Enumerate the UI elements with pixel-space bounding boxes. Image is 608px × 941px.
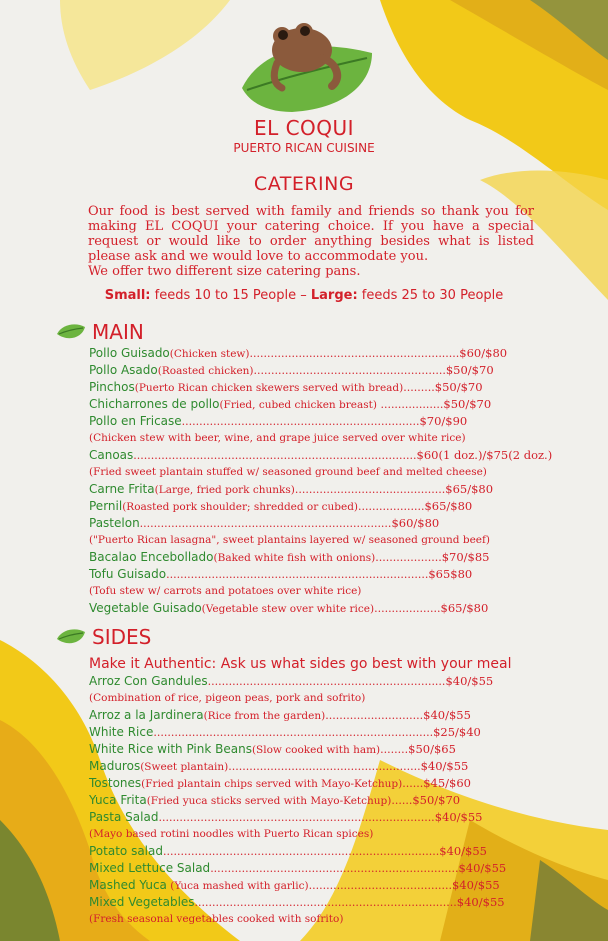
menu-item-detail: (Slow cooked with ham) bbox=[251, 744, 381, 756]
menu-item-price: $65/$80 bbox=[424, 499, 473, 513]
menu-item-name: Mashed Yuca bbox=[89, 878, 167, 892]
restaurant-subtitle: PUERTO RICAN CUISINE bbox=[233, 141, 375, 155]
dot-leader: ........................................................................... bbox=[166, 568, 429, 581]
menu-item bbox=[89, 758, 579, 775]
menu-item-detail: (Vegetable stew over white rice) bbox=[201, 603, 375, 615]
menu-item-price: $40/$55 bbox=[439, 844, 487, 858]
menu-item-name: Potato salad bbox=[89, 844, 163, 858]
menu-item bbox=[89, 481, 579, 498]
menu-item-price: $40/$55 bbox=[423, 708, 471, 722]
menu-item-description: (Mayo based rotini noodles with Puerto Rican spices) bbox=[89, 828, 374, 840]
dot-leader: ........................................................................... bbox=[194, 896, 457, 909]
dot-leader: ............................................................................... bbox=[158, 811, 435, 824]
menu-item bbox=[89, 413, 579, 430]
menu-item bbox=[89, 673, 579, 690]
menu-item bbox=[89, 379, 579, 396]
menu-item-name: Mixed Vegetables bbox=[89, 895, 195, 909]
dot-leader: ................... bbox=[375, 551, 442, 564]
dot-leader: ............................................................................... bbox=[162, 845, 440, 858]
menu-item bbox=[89, 809, 579, 826]
menu-item-name: Pollo Guisado bbox=[89, 346, 170, 360]
menu-item bbox=[89, 362, 579, 379]
menu-item-price: $25/$40 bbox=[433, 725, 481, 739]
large-label: Large: bbox=[310, 288, 358, 303]
menu-item bbox=[89, 345, 579, 362]
menu-item-price: $50/$70 bbox=[434, 380, 483, 394]
menu-item-name: Arroz Con Gandules bbox=[89, 674, 208, 688]
menu-item bbox=[89, 792, 579, 809]
menu-item-description: (Fresh seasonal vegetables cooked with sofrito) bbox=[89, 913, 344, 925]
sides-section-title bbox=[56, 625, 151, 649]
menu-item-price: $40/$55 bbox=[451, 878, 500, 892]
coqui-frog-logo bbox=[232, 8, 382, 116]
menu-item-name: Chicharrones de pollo bbox=[89, 397, 220, 411]
dot-leader: ............................................................ bbox=[249, 347, 460, 360]
menu-item-price: $60(1 doz.)/$75(2 doz.) bbox=[416, 448, 553, 462]
menu-item-name: Carne Frita bbox=[89, 482, 155, 496]
dot-leader: ...... bbox=[391, 794, 413, 807]
menu-item bbox=[89, 600, 579, 617]
menu-item-price: $40/$55 bbox=[456, 895, 505, 909]
menu-item-name: Pernil bbox=[89, 499, 123, 513]
menu-item bbox=[89, 515, 579, 532]
menu-item-description: (Tofu stew w/ carrots and potatoes over white rice) bbox=[89, 585, 362, 597]
dot-leader: ........................................................................ bbox=[139, 517, 392, 530]
menu-item-description: (Fried sweet plantain stuffed w/ seasoned ground beef and melted cheese) bbox=[89, 466, 487, 478]
main-section-title bbox=[56, 320, 144, 344]
menu-item-detail: (Puerto Rican chicken skewers served with bread) bbox=[134, 382, 404, 394]
menu-item-description: (Chicken stew with beer, wine, and grape juice served over white rice) bbox=[89, 432, 466, 444]
menu-item bbox=[89, 724, 579, 741]
dot-leader: ......... bbox=[403, 381, 435, 394]
pan-sizes bbox=[0, 288, 608, 303]
menu-item-name: Maduros bbox=[89, 759, 141, 773]
menu-item bbox=[89, 860, 579, 877]
dot-leader: ...... bbox=[402, 777, 424, 790]
menu-item-price: $60/$80 bbox=[391, 516, 440, 530]
menu-item-detail: (Baked white fish with onions) bbox=[213, 552, 376, 564]
dot-leader: ................................................................................. bbox=[133, 449, 417, 462]
intro-pans-text: We offer two different size catering pans. bbox=[88, 264, 361, 279]
menu-item-description: ("Puerto Rican lasagna", sweet plantains layered w/ seasoned ground beef) bbox=[89, 534, 490, 546]
menu-item-price: $40/$55 bbox=[445, 674, 494, 688]
dot-leader: .................. bbox=[376, 398, 444, 411]
menu-item-price: $40/$55 bbox=[420, 759, 469, 773]
menu-item bbox=[89, 447, 579, 464]
dot-leader: .................................................................... bbox=[181, 415, 420, 428]
sides-tagline-wrap bbox=[89, 654, 579, 674]
menu-item-name: Arroz a la Jardinera bbox=[89, 708, 204, 722]
menu-item-name: Tofu Guisado bbox=[89, 567, 167, 581]
menu-item-price: $65/$80 bbox=[440, 601, 489, 615]
menu-item-price: $50/$70 bbox=[412, 793, 461, 807]
menu-item-price: $65$80 bbox=[428, 567, 473, 581]
small-text: feeds 10 to 15 People – bbox=[150, 288, 311, 303]
menu-item bbox=[89, 498, 579, 515]
menu-item-name: Pasta Salad bbox=[89, 810, 159, 824]
menu-item-price: $60/$80 bbox=[459, 346, 508, 360]
menu-item-name: Pastelon bbox=[89, 516, 140, 530]
menu-item-description: (Combination of rice, pigeon peas, pork and sofrito) bbox=[89, 692, 366, 704]
menu-item bbox=[89, 894, 579, 911]
menu-item-detail: (Rice from the garden) bbox=[203, 710, 326, 722]
page-title: CATERING bbox=[253, 173, 355, 195]
sides-title-text: SIDES bbox=[92, 625, 152, 649]
menu-item bbox=[89, 741, 579, 758]
intro-paragraph bbox=[88, 204, 534, 279]
menu-item bbox=[89, 707, 579, 724]
menu-item-name: Bacalao Encebollado bbox=[89, 550, 214, 564]
sides-tagline: Make it Authentic: Ask us what sides go best with your meal bbox=[89, 656, 512, 672]
menu-item-detail: (Large, fried pork chunks) bbox=[154, 484, 295, 496]
small-label: Small: bbox=[104, 288, 151, 303]
dot-leader: .................................................................... bbox=[207, 675, 446, 688]
dot-leader: ................... bbox=[374, 602, 441, 615]
dot-leader: ............................ bbox=[325, 709, 424, 722]
menu-item-price: $70/$90 bbox=[419, 414, 468, 428]
menu-item-detail: (Chicken stew) bbox=[169, 348, 250, 360]
menu-item bbox=[89, 566, 579, 583]
large-text: feeds 25 to 30 People bbox=[357, 288, 504, 303]
menu-item-name: Tostones bbox=[89, 776, 142, 790]
menu-item-price: $65/$80 bbox=[445, 482, 494, 496]
brand-header bbox=[0, 116, 608, 155]
menu-item-price: $40/$55 bbox=[434, 810, 483, 824]
menu-item-price: $45/$60 bbox=[423, 776, 471, 790]
menu-item bbox=[89, 843, 579, 860]
menu-item-name: Pinchos bbox=[89, 380, 135, 394]
menu-item-price: $50/$70 bbox=[445, 363, 494, 377]
menu-item-name: Yuca Frita bbox=[89, 793, 147, 807]
menu-item-price: $40/$55 bbox=[458, 861, 507, 875]
main-title-text: MAIN bbox=[92, 320, 144, 344]
menu-item-name: Pollo Asado bbox=[89, 363, 158, 377]
menu-item-detail: (Fried plantain chips served with Mayo-Ketchup) bbox=[141, 778, 403, 790]
menu-item-detail: (Fried yuca sticks served with Mayo-Ketchup) bbox=[146, 795, 392, 807]
menu-item bbox=[89, 396, 579, 413]
menu-item-name: Mixed Lettuce Salad bbox=[89, 861, 211, 875]
dot-leader: ......................................... bbox=[308, 879, 452, 892]
menu-item-detail: (Sweet plantain) bbox=[140, 761, 229, 773]
menu-item-price: $50/$65 bbox=[408, 742, 456, 756]
dot-leader: ................... bbox=[358, 500, 425, 513]
dot-leader: ....................................................................... bbox=[210, 862, 459, 875]
menu-item-price: $50/$70 bbox=[443, 397, 492, 411]
sides-menu-list bbox=[89, 673, 579, 928]
menu-item-detail: (Roasted chicken) bbox=[157, 365, 254, 377]
leaf-icon bbox=[56, 322, 86, 342]
dot-leader: ................................................................................ bbox=[153, 726, 434, 739]
menu-item-name: White Rice bbox=[89, 725, 154, 739]
menu-item-detail: (Roasted pork shoulder; shredded or cubed) bbox=[122, 501, 359, 513]
menu-item bbox=[89, 775, 579, 792]
menu-item-name: Vegetable Guisado bbox=[89, 601, 202, 615]
dot-leader: ....................................................... bbox=[228, 760, 421, 773]
dot-leader: ........ bbox=[380, 743, 409, 756]
menu-item bbox=[89, 549, 579, 566]
menu-item-detail: (Fried, cubed chicken breast) bbox=[219, 399, 377, 411]
menu-item bbox=[89, 877, 579, 894]
restaurant-name: EL COQUI bbox=[253, 116, 355, 140]
dot-leader: ....................................................... bbox=[253, 364, 446, 377]
menu-item-price: $70/$85 bbox=[441, 550, 490, 564]
leaf-icon bbox=[56, 627, 86, 647]
menu-item-detail: (Yuca mashed with garlic) bbox=[166, 880, 309, 892]
menu-item-name: White Rice with Pink Beans bbox=[89, 742, 252, 756]
menu-item-name: Pollo en Fricase bbox=[89, 414, 182, 428]
dot-leader: ........................................... bbox=[294, 483, 446, 496]
intro-text: Our food is best served with family and friends so thank you for making EL COQUI your catering choice. If you have a special request or would like to order anything besides what is listed please ask and we would love to accommodate you. bbox=[88, 204, 534, 264]
main-menu-list bbox=[89, 345, 579, 617]
menu-item-name: Canoas bbox=[89, 448, 134, 462]
